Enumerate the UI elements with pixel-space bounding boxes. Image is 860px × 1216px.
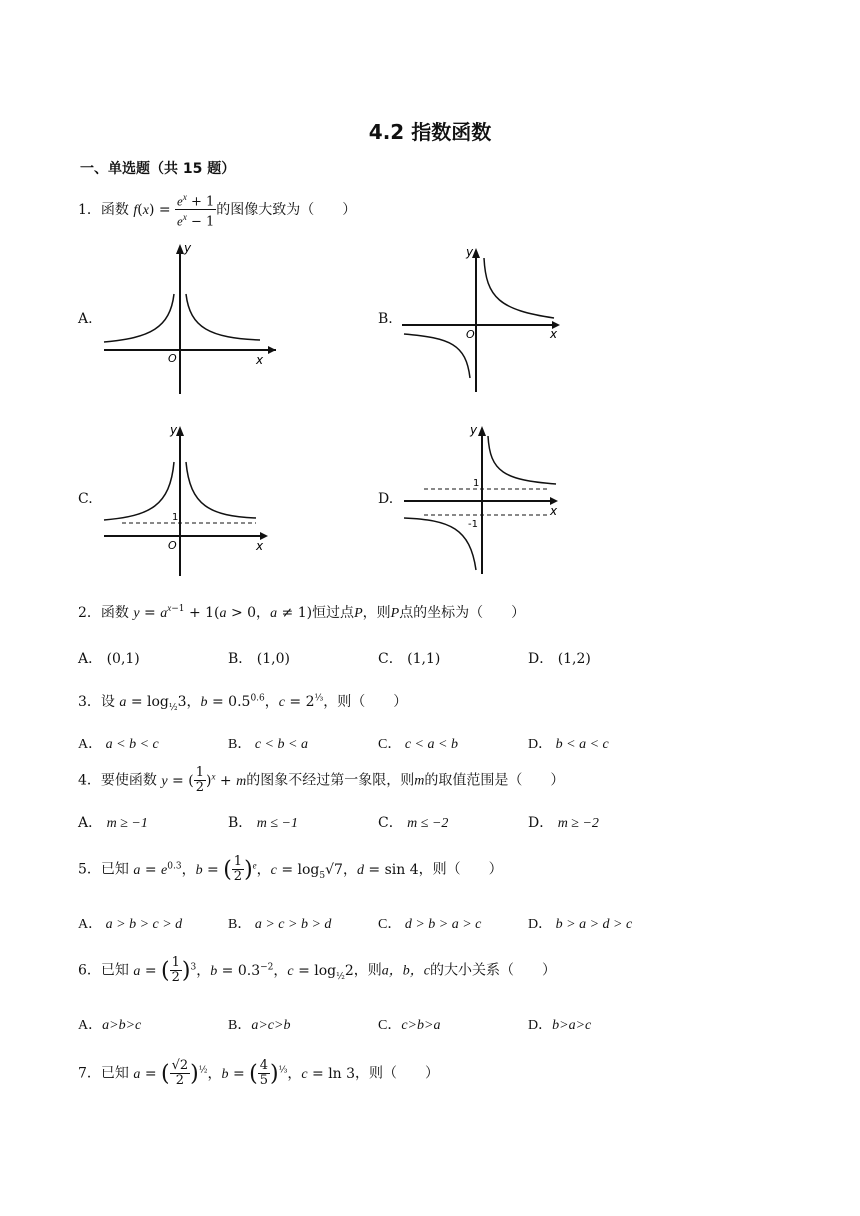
question-text: 函数: [100, 201, 129, 218]
question-number: 4．: [78, 772, 101, 789]
option-label-a: A.: [78, 311, 93, 327]
variables: a，b，c: [381, 963, 430, 979]
graph-b: [400, 238, 570, 398]
formula: a = ( $\frac{√2}{2}$ )$^{\frac{1}{2}}$，b = ( $\frac{4}{5}$ )$^{\frac{1}{3}}$，c = ln 3: [133, 1058, 356, 1088]
question-text: 的大小关系（ ）: [430, 962, 556, 979]
asymptote-label-lower: -1: [468, 519, 478, 530]
question-text: 的取值范围是（ ）: [424, 772, 565, 789]
question-text: 点的坐标为（ ）: [399, 605, 526, 621]
option-c: C． (1,1): [378, 651, 441, 667]
question-text: ，则: [353, 962, 382, 979]
x-axis-label: x: [550, 504, 558, 518]
option-label-d: D.: [378, 491, 394, 507]
question-text: 要使函数: [100, 772, 157, 789]
option-a: A． m ≥ −1: [78, 815, 148, 831]
question-number: 1．: [78, 201, 101, 218]
question-text: ，则（ ）: [323, 694, 408, 710]
y-axis-label: y: [470, 423, 478, 437]
question-text: 恒过点: [312, 605, 355, 621]
formula: $a = \log_{\frac{1}{2}}3$，$b = 0.5^{0.6}$，$c = 2^{\frac{1}{3}}$: [119, 693, 324, 713]
option-a: A． (0,1): [78, 651, 140, 667]
x-axis-label: x: [550, 327, 558, 341]
formula: $a = e^{0.3}$，b = ( $\frac{1}{2}$ )$^e$，$c = \log_5√7$，d = sin 4: [133, 854, 419, 884]
x-axis-label: x: [256, 539, 264, 553]
y-axis-label: y: [170, 423, 178, 437]
option-label-b: B.: [378, 311, 393, 327]
question-number: 6．: [78, 962, 101, 979]
x-axis-label: x: [256, 353, 264, 367]
question-text: 函数: [100, 605, 129, 621]
option-b: B． c < b < a: [228, 737, 308, 752]
formula: f(x) = $\frac{e^x + 1}{e^x - 1}$: [133, 192, 215, 230]
option-b: B． a > c > b > d: [228, 917, 332, 932]
question-number: 5．: [78, 861, 101, 878]
option-c: C． d > b > a > c: [378, 917, 482, 932]
formula: a = ( $\frac{1}{2}$ )$^3$，$b = 0.3^{-2}$，$c = \log_{\frac{1}{2}}2$: [133, 955, 354, 985]
option-b: B． m ≤ −1: [228, 815, 298, 831]
formula: y = ( $\frac{1}{2}$ )$^x$ + m: [161, 765, 247, 795]
question-number: 3．: [78, 694, 101, 710]
question-5: [78, 855, 503, 884]
question-text: ，则: [362, 605, 391, 621]
question-4: [78, 766, 564, 795]
option-c: C． m ≤ −2: [378, 815, 449, 831]
origin-label: O: [168, 352, 177, 365]
question-text: 的图象不经过第一象限，则: [246, 772, 415, 789]
question-6: [78, 956, 556, 985]
option-b: B．a>c>b: [228, 1018, 291, 1033]
origin-label: O: [466, 328, 475, 341]
question-text: 已知: [100, 1065, 129, 1082]
y-axis-label: y: [184, 241, 192, 255]
question-text: 已知: [100, 962, 129, 979]
question-7: [78, 1059, 439, 1088]
variable-m: m: [414, 773, 425, 789]
option-a: A． a < b < c: [78, 737, 159, 752]
option-c: C． c < a < b: [378, 737, 458, 752]
option-b: B． (1,0): [228, 651, 290, 667]
question-number: 2．: [78, 605, 101, 621]
origin-label: O: [168, 539, 177, 552]
point-name: P: [390, 606, 400, 621]
question-2: [78, 602, 525, 622]
question-number: 7．: [78, 1065, 101, 1082]
asymptote-label-upper: 1: [473, 478, 480, 489]
option-c: C．c>b>a: [378, 1018, 441, 1033]
question-text: ，则（ ）: [355, 1065, 440, 1082]
graph-d: [400, 420, 570, 580]
section-heading: 一、单选题（共 15 题）: [80, 161, 236, 177]
question-text: ，则（ ）: [418, 861, 503, 878]
formula: $y = a^{x-1} + 1(a > 0$，a ≠ 1): [133, 603, 313, 621]
graph-c: [100, 420, 290, 580]
option-a: A． a > b > c > d: [78, 917, 183, 932]
y-axis-label: y: [466, 245, 474, 259]
option-a: A．a>b>c: [78, 1018, 142, 1033]
option-d: D． (1,2): [528, 651, 591, 667]
page-title: 4.2 指数函数: [368, 120, 492, 144]
question-text: 的图像大致为（ ）: [216, 201, 357, 218]
graph-a: [100, 238, 290, 398]
question-1: [78, 190, 356, 230]
question-text: 设: [100, 694, 115, 710]
option-d: D． b > a > d > c: [528, 917, 633, 932]
point-name: P: [354, 606, 363, 621]
question-text: 已知: [100, 861, 129, 878]
option-d: D．b>a>c: [528, 1018, 592, 1033]
question-3: [78, 691, 407, 713]
asymptote-label: 1: [172, 512, 179, 523]
option-d: D． b < a < c: [528, 737, 609, 752]
option-d: D． m ≥ −2: [528, 815, 599, 831]
option-label-c: C.: [78, 491, 93, 507]
